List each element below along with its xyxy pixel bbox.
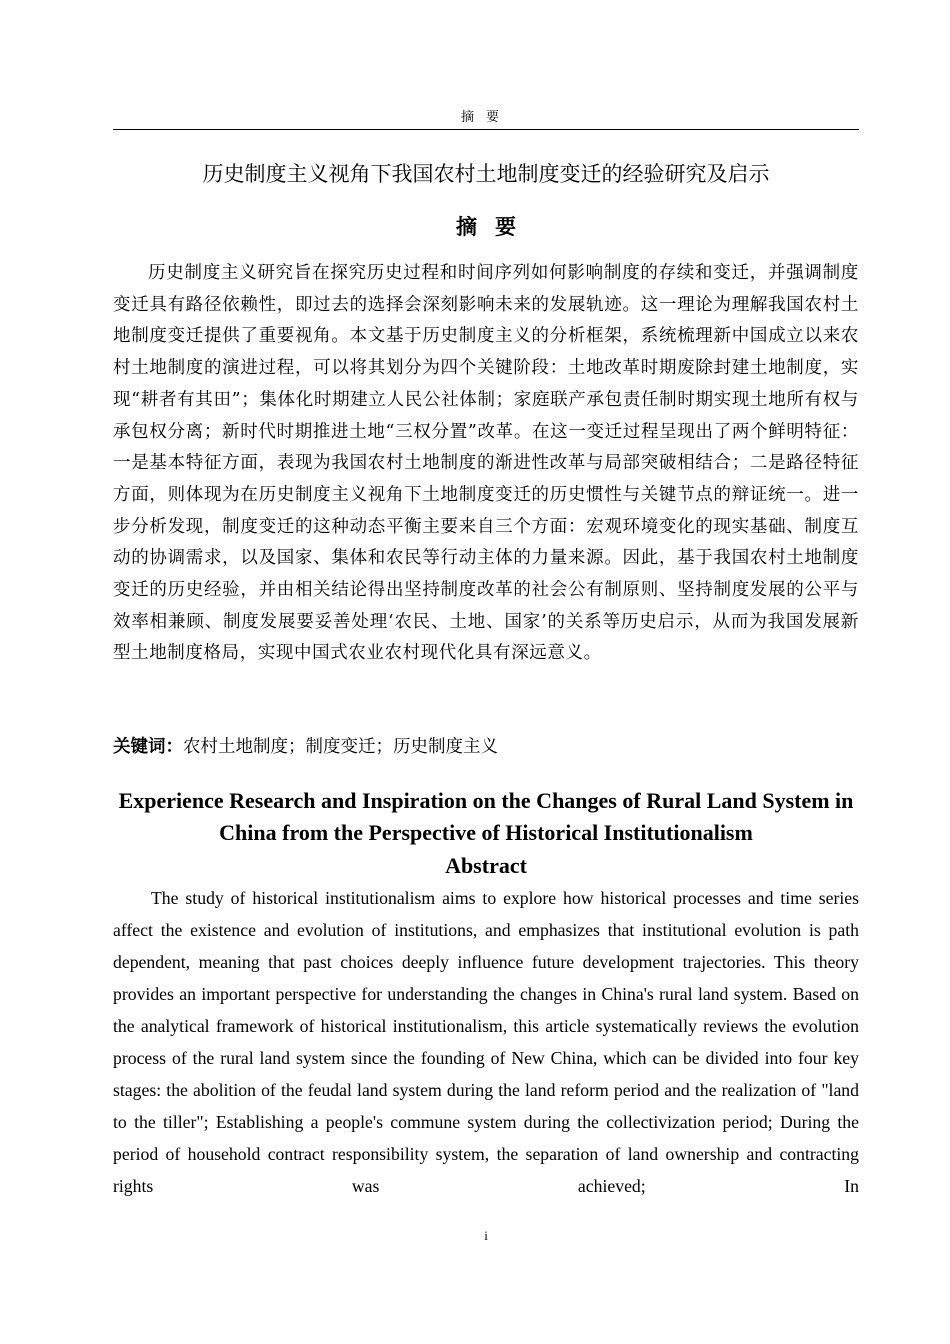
english-title: Experience Research and Inspiration on the Changes of Rural Land System in China from the Perspective of Historical Institutionalism xyxy=(118,788,854,845)
chinese-abstract-heading: 摘要 xyxy=(456,215,534,239)
page-number: i xyxy=(484,1228,488,1243)
keywords-label: 关键词： xyxy=(113,737,183,757)
chinese-abstract-body: 历史制度主义研究旨在探究历史过程和时间序列如何影响制度的存续和变迁，并强调制度变迁具有路径依赖性，即过去的选择会深刻影响未来的发展轨迹。这一理论为理解我国农村土地制度变迁提供了重要视角。本文基于历史制度主义的分析框架，系统梳理新中国成立以来农村土地制度的演进过程，可以将其划分为四个关键阶段：土地改革时期废除封建土地制度，实现“耕者有其田”；集体化时期建立人民公社体制；家庭联产承包责任制时期实现土地所有权与承包权分离；新时代时期推进土地“三权分置”改革。在这一变迁过程呈现出了两个鲜明特征：一是基本特征方面，表现为我国农村土地制度的渐进性改革与局部突破相结合；二是路径特征方面，则体现为在历史制度主义视角下土地制度变迁的历史惯性与关键节点的辩证统一。进一步分析发现，制度变迁的这种动态平衡主要来自三个方面：宏观环境变化的现实基础、制度互动的协调需求，以及国家、集体和农民等行动主体的力量来源。因此，基于我国农村土地制度变迁的历史经验，并由相关结论得出坚持制度改革的社会公有制原则、坚持制度发展的公平与效率相兼顾、制度发展要妥善处理‘农民、土地、国家’的关系等历史启示，从而为我国发展新型土地制度格局，实现中国式农业农村现代化具有深远意义。 xyxy=(113,263,859,664)
chinese-title: 历史制度主义视角下我国农村土地制度变迁的经验研究及启示 xyxy=(202,162,770,186)
header-rule xyxy=(113,129,859,130)
running-header: 摘要 xyxy=(460,110,511,125)
english-abstract-body: The study of historical institutionalism aims to explore how historical processes and time series affect the existence and evolution of institutions, and emphasizes that institutional evolution is path dependent, meaning that past choices deeply influence future development trajectories. This theory provides an important perspective for understanding the changes in China's rural land system. Based on the analytical framework of historical institutionalism, this article systematically reviews the evolution process of the rural land system since the founding of New China, which can be divided into four key stages: the abolition of the feudal land system during the land reform period and the realization of "land to the tiller"; Establishing a people's commune system during the collectivization period; During the period of household contract responsibility system, the separation of land ownership and contracting rights was achieved; In xyxy=(113,888,859,1196)
keywords-value: 农村土地制度；制度变迁；历史制度主义 xyxy=(183,737,498,757)
english-abstract-heading: Abstract xyxy=(445,853,527,878)
keywords-line xyxy=(113,731,859,763)
